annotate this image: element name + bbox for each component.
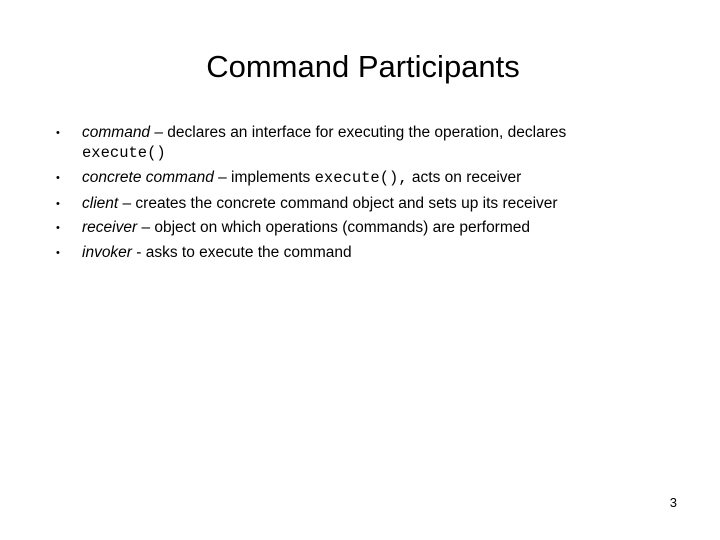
bullet-description: – object on which operations (commands) are performed: [137, 219, 530, 236]
slide-title: Command Participants: [206, 48, 520, 84]
bullet-term: invoker: [82, 244, 132, 261]
bullet-term: receiver: [82, 219, 138, 236]
bullet-term: concrete command: [82, 169, 214, 186]
bullet-description: - asks to execute the command: [131, 244, 352, 261]
bullet-description-end: acts on receiver: [407, 169, 522, 186]
bullet-text: [82, 194, 642, 214]
bullet-code: execute(): [82, 144, 166, 162]
bullet-term: command: [82, 124, 151, 141]
bullet-term: client: [82, 195, 119, 212]
bullet-text: [82, 243, 642, 263]
bullet-dot-icon: •: [56, 222, 60, 234]
bullet-text: [82, 168, 642, 188]
bullet-description: – implements: [213, 169, 315, 186]
bullet-text: [82, 218, 642, 238]
bullet-dot-icon: •: [56, 127, 60, 139]
bullet-text: [82, 123, 642, 163]
bullet-description: – creates the concrete command object and sets up its receiver: [118, 195, 558, 212]
bullet-description: – declares an interface for executing the operation, declares: [150, 124, 567, 141]
bullet-code: execute(),: [314, 169, 408, 187]
bullet-dot-icon: •: [56, 172, 60, 184]
page-number: 3: [669, 495, 677, 510]
bullet-dot-icon: •: [56, 198, 60, 210]
bullet-dot-icon: •: [56, 247, 60, 259]
